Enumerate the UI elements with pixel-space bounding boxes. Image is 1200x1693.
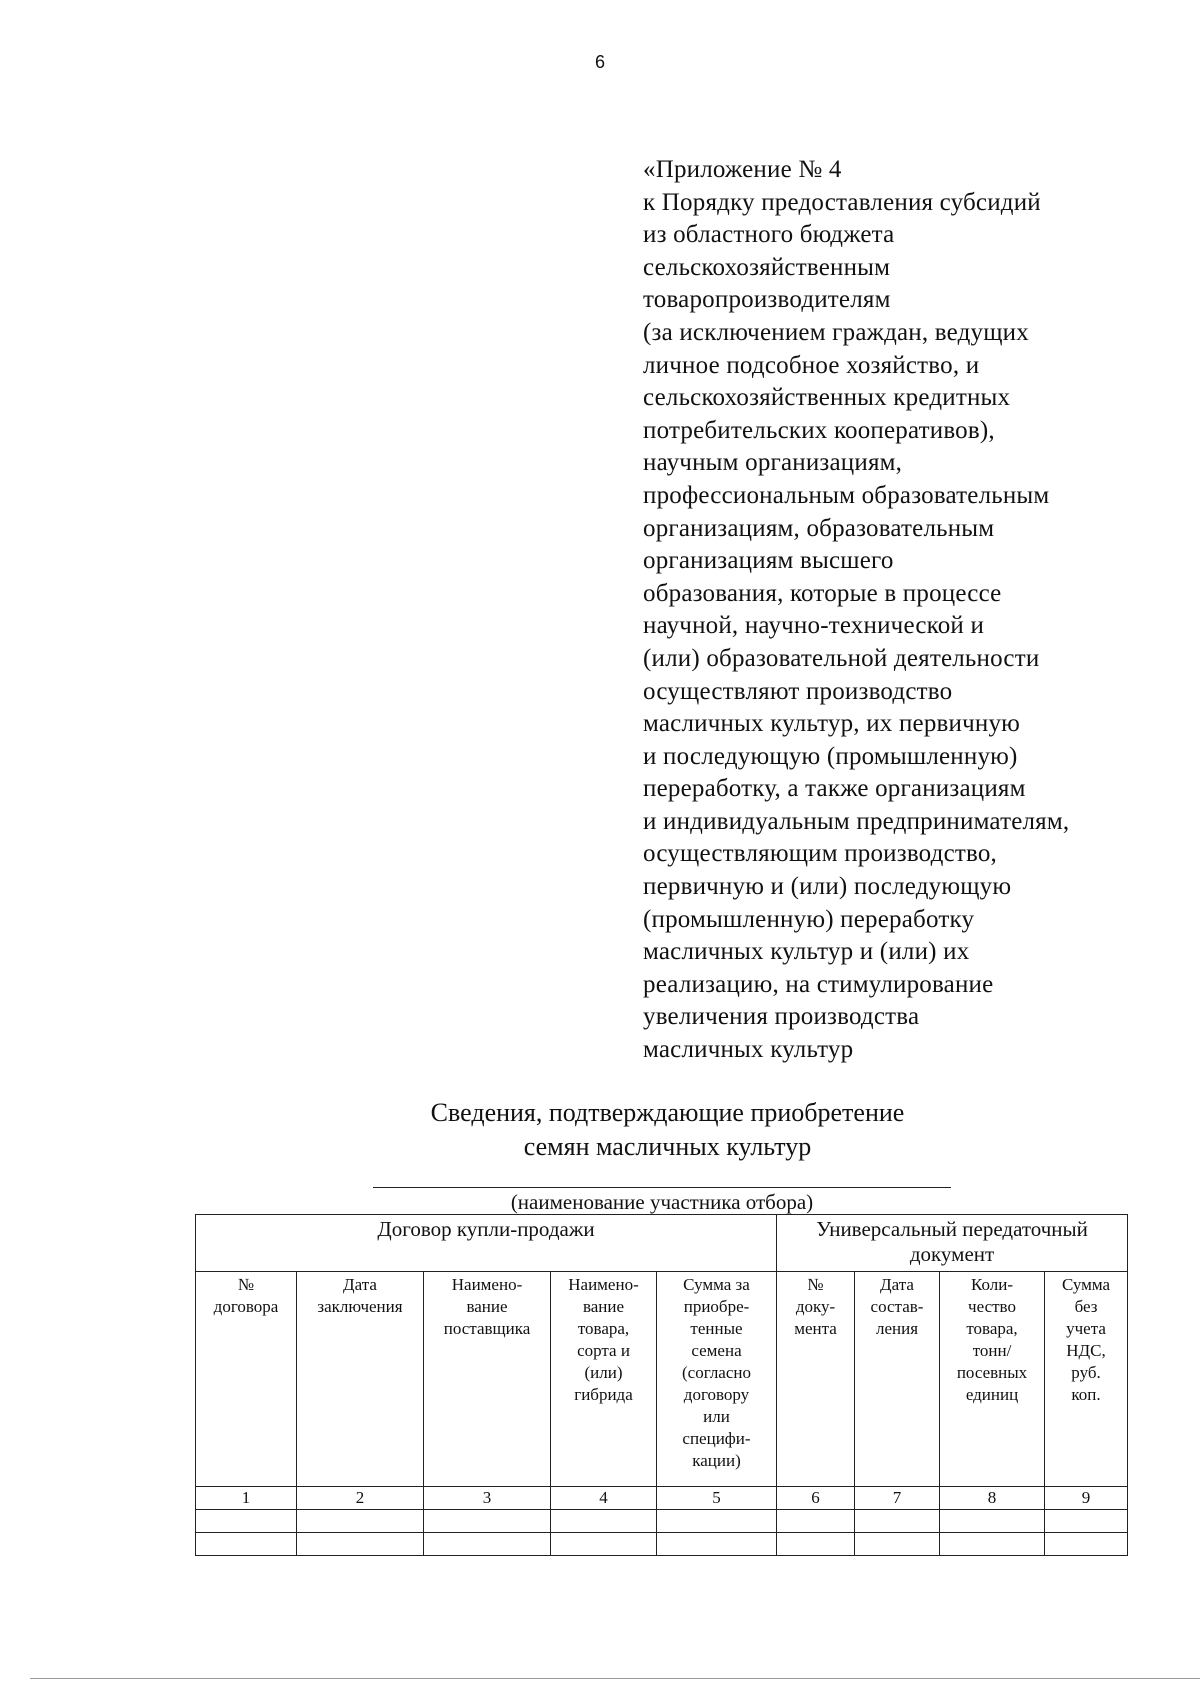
appendix-line: потребительских кооперативов),: [643, 416, 995, 444]
appendix-line: товаропроизводителям: [643, 286, 891, 314]
table-cell: [424, 1533, 551, 1556]
table-cell: [777, 1533, 855, 1556]
appendix-line: организациям, образовательным: [643, 514, 995, 542]
title-line: Сведения, подтверждающие приобретение: [430, 1098, 905, 1127]
column-header: Коли- чество товара, тонн/ посевных единиц: [940, 1272, 1045, 1487]
appendix-line: (промышленную) переработку: [643, 905, 975, 933]
appendix-line: к Порядку предоставления субсидий: [643, 188, 1041, 216]
table-cell: [940, 1510, 1045, 1533]
column-number: 4: [551, 1487, 657, 1510]
column-number: 1: [196, 1487, 297, 1510]
appendix-line: масличных культур и (или) их: [643, 938, 970, 966]
table-cell: [777, 1510, 855, 1533]
column-number: 8: [940, 1487, 1045, 1510]
appendix-line: сельскохозяйственных кредитных: [643, 384, 1011, 412]
table-cell: [657, 1510, 777, 1533]
appendix-line: масличных культур: [643, 1036, 854, 1064]
table-cell: [1045, 1533, 1128, 1556]
column-number: 5: [657, 1487, 777, 1510]
table-header-row: [196, 1272, 1128, 1487]
appendix-line: профессиональным образовательным: [643, 481, 1050, 509]
participant-name-line: [373, 1187, 951, 1215]
column-number-row: [196, 1487, 1128, 1510]
column-number: 9: [1045, 1487, 1128, 1510]
appendix-line: образования, которые в процессе: [643, 579, 1002, 607]
title-line: семян масличных культур: [523, 1132, 812, 1161]
table-cell: [855, 1510, 940, 1533]
appendix-line: «Приложение № 4: [643, 156, 842, 183]
column-header: Дата состав- ления: [855, 1272, 940, 1487]
appendix-line: личное подсобное хозяйство, и: [643, 351, 980, 379]
appendix-line: реализацию, на стимулирование: [643, 970, 994, 998]
appendix-line: увеличения производства: [643, 1003, 920, 1031]
appendix-header: [643, 154, 1163, 1067]
table-row: [196, 1533, 1128, 1556]
appendix-line: сельскохозяйственным: [643, 253, 891, 281]
document-title: [0, 1096, 1200, 1164]
table-cell: [940, 1533, 1045, 1556]
appendix-line: первичную и (или) последующую: [643, 873, 1012, 901]
column-header: Наимено- вание товара, сорта и (или) гибрида: [551, 1272, 657, 1487]
column-header: Сумма без учета НДС, руб. коп.: [1045, 1272, 1128, 1487]
column-header: Сумма за приобре- тенные семена (согласно договору или специфи- кации): [657, 1272, 777, 1487]
group-header-upd: Универсальный передаточный документ: [777, 1215, 1128, 1272]
table-cell: [551, 1510, 657, 1533]
appendix-line: организациям высшего: [643, 547, 894, 575]
table-cell: [297, 1533, 424, 1556]
table-cell: [1045, 1510, 1128, 1533]
page-number: 6: [594, 52, 605, 72]
appendix-line: осуществляют производство: [643, 677, 953, 705]
scan-bottom-edge: [30, 1678, 1200, 1679]
seed-purchase-table: [195, 1214, 1128, 1556]
column-number: 7: [855, 1487, 940, 1510]
appendix-line: научным организациям,: [643, 449, 903, 477]
appendix-line: из областного бюджета: [643, 221, 895, 249]
column-number: 2: [297, 1487, 424, 1510]
appendix-line: переработку, а также организациям: [643, 775, 1026, 803]
appendix-line: осуществляющим производство,: [643, 840, 997, 868]
column-number: 3: [424, 1487, 551, 1510]
appendix-line: (или) образовательной деятельности: [643, 644, 1040, 672]
table-cell: [196, 1533, 297, 1556]
table-cell: [424, 1510, 551, 1533]
column-number: 6: [777, 1487, 855, 1510]
appendix-line: масличных культур, их первичную: [643, 710, 1021, 738]
table-cell: [196, 1510, 297, 1533]
table-cell: [297, 1510, 424, 1533]
table-row: [196, 1510, 1128, 1533]
appendix-line: и последующую (промышленную): [643, 742, 1018, 770]
column-header: № договора: [196, 1272, 297, 1487]
appendix-line: научной, научно-технической и: [643, 612, 985, 640]
column-header: Дата заключения: [297, 1272, 424, 1487]
table-cell: [657, 1533, 777, 1556]
table-cell: [855, 1533, 940, 1556]
column-header: Наимено- вание поставщика: [424, 1272, 551, 1487]
column-header: № доку- мента: [777, 1272, 855, 1487]
participant-caption: (наименование участника отбора): [510, 1190, 814, 1214]
appendix-line: и индивидуальным предпринимателям,: [643, 807, 1070, 835]
appendix-line: (за исключением граждан, ведущих: [643, 318, 1029, 346]
group-header-contract: Договор купли-продажи: [196, 1215, 777, 1272]
table-group-header-row: [196, 1215, 1128, 1272]
table-cell: [551, 1533, 657, 1556]
